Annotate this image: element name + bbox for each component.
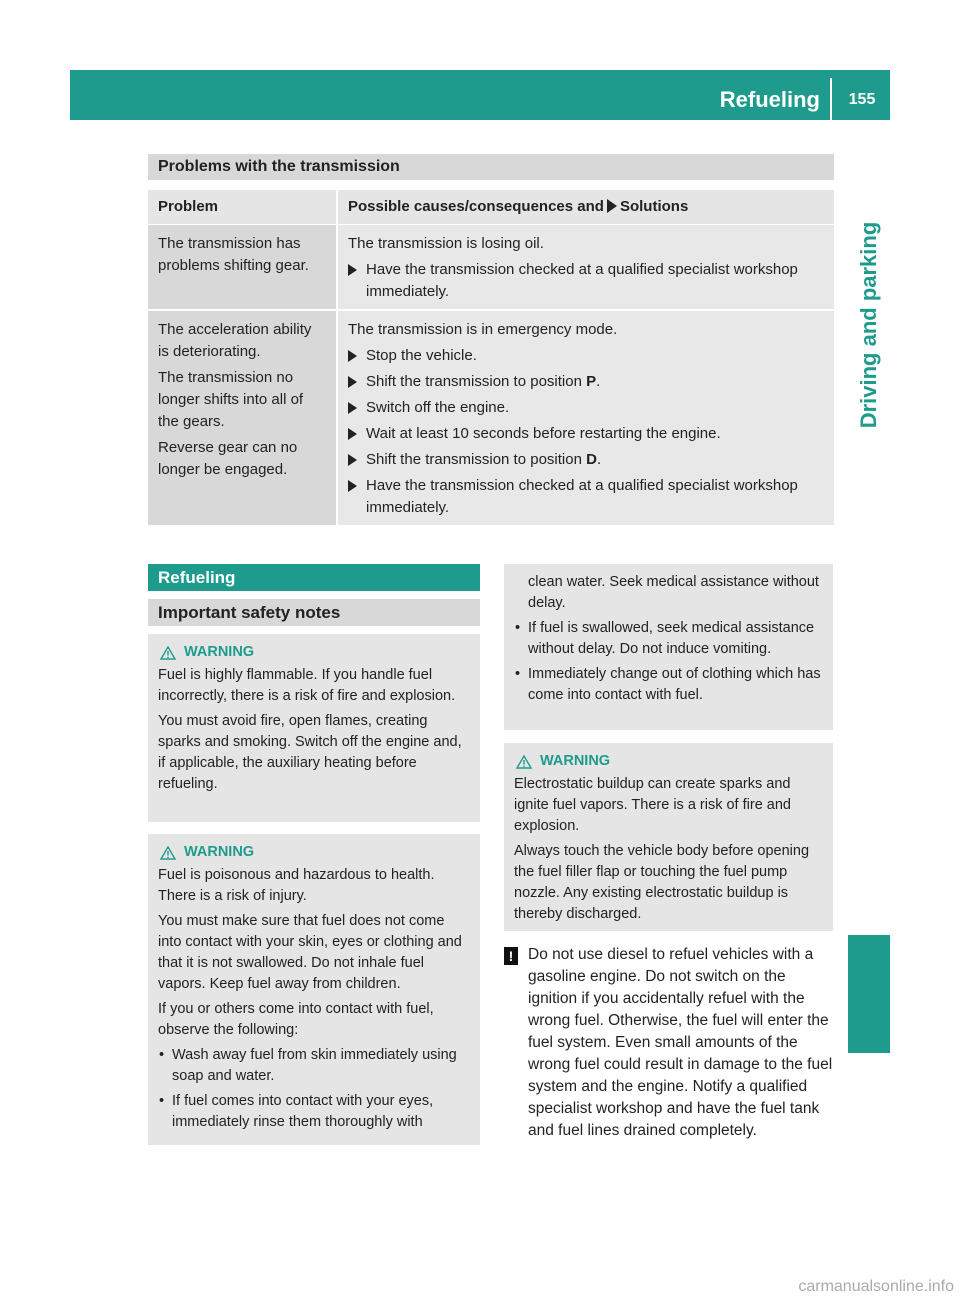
- warning-box: [148, 834, 480, 1145]
- table-row: [148, 311, 834, 525]
- problem-cell: [148, 311, 336, 525]
- warning-heading: WARNING: [158, 842, 470, 863]
- list-item-continued: clean water. Seek medical assistance without delay.: [528, 574, 819, 611]
- solution-cell: [338, 311, 834, 525]
- solution-step: Switch off the engine.: [348, 397, 824, 419]
- arrow-icon: [348, 376, 357, 388]
- arrow-icon: [348, 350, 357, 362]
- cause-text: The transmission is losing oil.: [348, 235, 544, 252]
- subsection-heading-safety: Important safety notes: [148, 599, 480, 626]
- chapter-marker: [848, 935, 890, 1053]
- warning-text: You must make sure that fuel does not come into contact with your skin, eyes or clothing and that it is not swallowed. Do not inhale fuel vapors. Keep fuel away from children.: [158, 913, 462, 992]
- solution-step: Shift the transmission to position D.: [348, 449, 824, 471]
- chapter-tab: [848, 120, 890, 530]
- warning-text: Electrostatic buildup can create sparks and ignite fuel vapors. There is a risk of fire and explosion.: [514, 776, 791, 834]
- column-header-solutions-label: Solutions: [619, 198, 689, 215]
- list-item: • If fuel comes into contact with your eyes, immediately rinse them thoroughly with: [159, 1093, 434, 1130]
- warning-heading: WARNING: [158, 642, 470, 663]
- page-number: 155: [848, 91, 876, 108]
- notice-box: [504, 944, 836, 1142]
- section-title: Refueling: [719, 87, 820, 112]
- cause-text: The transmission is in emergency mode.: [348, 321, 618, 338]
- page-header: [70, 70, 890, 120]
- table-row: [148, 225, 834, 309]
- watermark: carmanualsonline.info: [798, 1278, 954, 1295]
- warning-triangle-icon: [516, 755, 532, 769]
- notice-text: Do not use diesel to refuel vehicles with a gasoline engine. Do not switch on the ignition if you accidentally refuel with the wrong fuel. Otherwise, the fuel will enter the fuel system. Even small amounts of the wrong fuel could result in damage to the fuel system and the engine. Notify a qualified specialist workshop and have the fuel tank and fuel lines drained completely.: [528, 946, 833, 1139]
- warning-heading: WARNING: [514, 751, 823, 772]
- warning-text: Always touch the vehicle body before opening the fuel filler flap or touching the fuel pump nozzle. Any existing electrostatic buildup is thereby discharged.: [514, 843, 810, 922]
- table-title: Problems with the transmission: [148, 154, 834, 180]
- list-item: • Immediately change out of clothing which has come into contact with fuel.: [515, 666, 821, 703]
- table-header: [148, 190, 834, 224]
- list-item: • If fuel is swallowed, seek medical assistance without delay. Do not induce vomiting.: [515, 620, 815, 657]
- problem-text: Reverse gear can no longer be engaged.: [158, 439, 298, 478]
- header-divider: [830, 78, 832, 120]
- arrow-icon: [348, 428, 357, 440]
- list-item: • Wash away fuel from skin immediately using soap and water.: [159, 1047, 457, 1084]
- arrow-icon: [607, 199, 617, 213]
- warning-text: Fuel is highly flammable. If you handle fuel incorrectly, there is a risk of fire and explosion.: [158, 667, 456, 704]
- warning-box: [504, 743, 833, 931]
- warning-box: [148, 634, 480, 822]
- arrow-icon: [348, 264, 357, 276]
- gear-position: P: [586, 373, 597, 390]
- warning-text: If you or others come into contact with fuel, observe the following:: [158, 1001, 434, 1038]
- problem-text: The transmission no longer shifts into all of the gears.: [158, 369, 304, 430]
- warning-triangle-icon: [160, 646, 176, 660]
- warning-box-continued: [504, 564, 833, 730]
- warning-triangle-icon: [160, 846, 176, 860]
- solution-step: Have the transmission checked at a qualified specialist workshop immediately.: [348, 259, 824, 303]
- column-header-problem: Problem: [148, 190, 336, 224]
- arrow-icon: [348, 402, 357, 414]
- chapter-label: Driving and parking: [856, 221, 881, 429]
- problem-text: The acceleration ability is deteriorating.: [158, 321, 312, 360]
- exclamation-icon: !: [504, 947, 518, 965]
- column-header-causes: Possible causes/consequences and: [348, 198, 604, 215]
- arrow-icon: [348, 454, 357, 466]
- solution-step: Stop the vehicle.: [348, 345, 824, 367]
- solution-step: Shift the transmission to position P.: [348, 371, 824, 393]
- problem-cell: [148, 225, 336, 309]
- gear-position: D: [586, 451, 597, 468]
- warning-text: Fuel is poisonous and hazardous to health. There is a risk of injury.: [158, 867, 435, 904]
- problem-text: The transmission has problems shifting gear.: [158, 235, 309, 274]
- solution-step: Wait at least 10 seconds before restarting the engine.: [348, 423, 824, 445]
- column-header-solutions: [338, 190, 834, 224]
- solution-step: Have the transmission checked at a qualified specialist workshop immediately.: [348, 475, 824, 519]
- warning-text: You must avoid fire, open flames, creating sparks and smoking. Switch off the engine and, if applicable, the auxiliary heating before refueling.: [158, 713, 462, 792]
- arrow-icon: [348, 480, 357, 492]
- solution-cell: [338, 225, 834, 309]
- section-heading-refueling: Refueling: [148, 564, 480, 591]
